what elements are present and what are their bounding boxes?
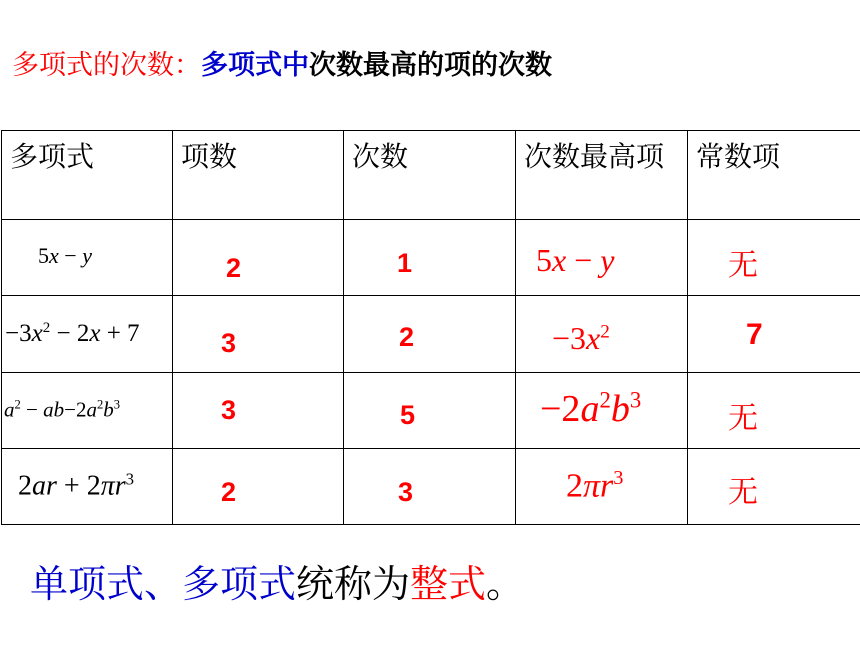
header-top-term: 次数最高项 xyxy=(516,131,688,220)
degree-value: 2 xyxy=(399,322,415,353)
top-term-cell xyxy=(516,296,688,372)
top-term-expression: $2\pi r^3$ xyxy=(566,466,624,505)
polynomial-expression: $-3x^2 - 2x + 7$ xyxy=(5,319,140,348)
constant-value: 无 xyxy=(728,400,758,436)
top-term-expression: $-2a^2b^3$ xyxy=(540,386,642,430)
top-term-cell xyxy=(516,448,688,524)
table-row xyxy=(2,296,860,372)
header-term-count: 项数 xyxy=(173,131,344,220)
constant-cell xyxy=(688,372,860,448)
header-constant: 常数项 xyxy=(688,131,860,220)
degree-cell xyxy=(344,296,516,372)
constant-cell xyxy=(688,296,860,372)
term-count-value: 2 xyxy=(226,253,242,284)
term-count-cell xyxy=(173,372,344,448)
term-count-cell xyxy=(173,296,344,372)
degree-cell xyxy=(344,220,516,296)
summary-subjects: 单项式、多项式 xyxy=(30,562,297,606)
header-degree: 次数 xyxy=(344,131,516,220)
top-term-expression: $-3x^2$ xyxy=(552,320,610,357)
constant-cell xyxy=(688,448,860,524)
polynomial-cell xyxy=(2,372,173,448)
table-header-row xyxy=(2,131,860,220)
polynomial-cell xyxy=(2,220,173,296)
degree-value: 5 xyxy=(400,399,416,430)
slide-title xyxy=(12,46,552,86)
constant-value: 7 xyxy=(746,318,763,352)
degree-value: 3 xyxy=(398,476,414,507)
summary-term: 整式 xyxy=(410,562,487,606)
degree-value: 1 xyxy=(397,248,413,279)
table-row xyxy=(2,220,860,296)
top-term-cell xyxy=(516,372,688,448)
term-count-cell xyxy=(173,448,344,524)
polynomial-expression: $2ar + 2\pi r^3$ xyxy=(18,469,135,503)
summary-verb: 统称为 xyxy=(296,562,411,606)
polynomial-expression: $a^2 - ab-2a^2b^3$ xyxy=(4,397,121,422)
constant-cell xyxy=(688,220,860,296)
polynomial-table xyxy=(1,130,860,525)
title-subject: 多项式中 xyxy=(201,50,309,81)
polynomial-cell xyxy=(2,448,173,524)
term-count-value: 2 xyxy=(221,476,237,507)
summary-period: 。 xyxy=(486,562,525,606)
constant-value: 无 xyxy=(728,474,758,510)
polynomial-cell xyxy=(2,296,173,372)
degree-cell xyxy=(344,372,516,448)
polynomial-expression: 5x − y xyxy=(38,243,92,269)
header-polynomial: 多项式 xyxy=(2,131,173,220)
top-term-expression: 5x − y xyxy=(536,242,615,279)
top-term-cell xyxy=(516,220,688,296)
title-label: 多项式的次数： xyxy=(12,50,201,81)
constant-value: 无 xyxy=(728,248,758,284)
term-count-cell xyxy=(173,220,344,296)
term-count-value: 3 xyxy=(221,328,237,359)
degree-cell xyxy=(344,448,516,524)
term-count-value: 3 xyxy=(221,394,237,425)
table-row xyxy=(2,448,860,524)
summary-statement xyxy=(30,560,524,608)
table-row xyxy=(2,372,860,448)
title-definition: 次数最高的项的次数 xyxy=(309,50,552,81)
